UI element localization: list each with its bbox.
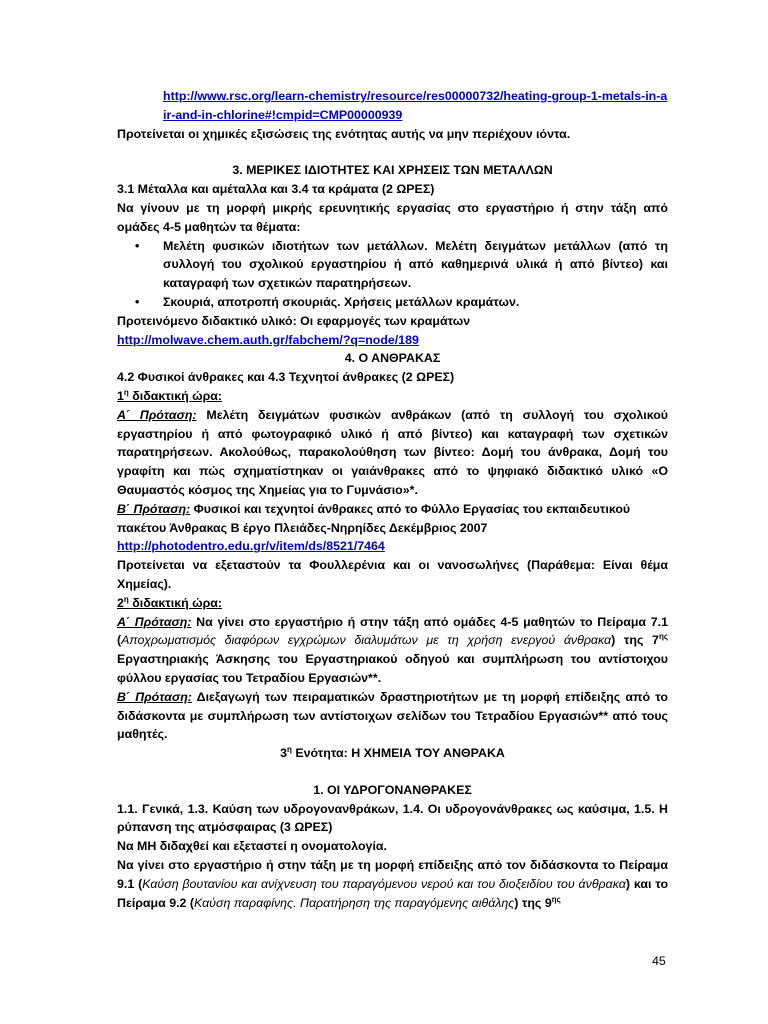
- list-item: [117, 293, 668, 312]
- second-hour-heading: [117, 594, 668, 613]
- hour-number: 2: [117, 595, 124, 610]
- second-hour-proposal-b: [117, 688, 668, 744]
- paragraph-text: Να γίνει στο εργαστήριο ή στην τάξη με τη μορφή επίδειξης από τον διδάσκοντα το Πείραμα 9.1 (: [117, 858, 668, 891]
- unit-3-title: [117, 744, 668, 763]
- proposal-a-label: Α΄ Πρόταση:: [117, 407, 197, 422]
- ordinal-superscript: ης: [658, 632, 668, 642]
- proposal-a-label: Α΄ Πρόταση:: [117, 614, 192, 629]
- section-3-subtitle: 3.1 Μέταλλα και αμέταλλα και 3.4 τα κράματα (2 ΩΡΕΣ): [117, 182, 435, 197]
- section-1-subtitle: 1.1. Γενικά, 1.3. Καύση των υδρογονανθράκων, 1.4. Οι υδρογονάνθρακες ως καύσιμα, 1.5. Η ρύπανση της ατμόσφαιρας (3 ΩΡΕΣ): [117, 801, 668, 835]
- hour-superscript: η: [123, 387, 129, 397]
- fullerenes-note: Προτείνεται να εξεταστούν τα Φουλλερένια και οι νανοσωλήνες (Παράθεμα: Είναι θέμα Χημείας).: [117, 558, 668, 591]
- page-number: 45: [652, 954, 666, 968]
- ordinal-superscript: ης: [551, 894, 561, 904]
- photodentro-link-paragraph: [117, 537, 668, 556]
- hour-heading-text: διδακτική ώρα:: [128, 595, 223, 610]
- list-item-text: Σκουριά, αποτροπή σκουριάς. Χρήσεις μετάλλων κραμάτων.: [163, 294, 520, 309]
- proposal-b-label: Β΄ Πρόταση:: [117, 689, 192, 704]
- section-4-title: 4. Ο ΑΝΘΡΑΚΑΣ: [344, 351, 441, 366]
- list-item: [117, 237, 668, 293]
- proposal-text: Διεξαγωγή των πειραματικών δραστηριοτήτων με τη μορφή επίδειξης από το διδάσκοντα με συμπλήρωση των αντίστοιχων σελίδων του Τετραδίου Εργασιών** από τους μαθητές.: [117, 689, 668, 742]
- section-1-title: 1. ΟΙ ΥΔΡΟΓΟΝΑΝΘΡΑΚΕΣ: [313, 782, 472, 797]
- section-3-intro: Να γίνουν με τη μορφή μικρής ερευνητικής εργασίας στο εργαστήριο ή στην τάξη από ομάδες 4-5 μαθητών τα θέματα:: [117, 200, 668, 234]
- bullet-icon: •: [135, 238, 140, 253]
- unit-number: 3: [280, 746, 288, 761]
- hour-heading-text: διδακτική ώρα:: [128, 388, 223, 403]
- section-3-title: 3. ΜΕΡΙΚΕΣ ΙΔΙΟΤΗΤΕΣ ΚΑΙ ΧΡΗΣΕΙΣ ΤΩΝ ΜΕΤΑΛΛΩΝ: [232, 163, 553, 178]
- nomenclature-note: Να ΜΗ διδαχθεί και εξεταστεί η ονοματολογία.: [117, 839, 387, 854]
- hour-number: 1: [117, 388, 124, 403]
- rsc-link-paragraph: [117, 87, 668, 125]
- list-item-text: Μελέτη φυσικών ιδιοτήτων των μετάλλων. Μελέτη δειγμάτων μετάλλων (από τη συλλογή του σχολικού εργαστηρίου ή από καθημερινά υλικά ή από βίντεο) και καταγραφή των σχετικών παρατηρήσεων.: [163, 238, 668, 291]
- proposal-text: ) της 7: [611, 633, 659, 648]
- unit-superscript: η: [287, 744, 292, 754]
- page-content: [117, 87, 668, 912]
- paragraph-text: ) και το Πείραμα 9.2 (: [117, 876, 669, 910]
- rsc-link[interactable]: http://www.rsc.org/learn-chemistry/resource/res00000732/heating-group-1-metals-in-air-and-in-chlorine#!cmpid=CMP00000939: [163, 89, 668, 122]
- hour-superscript: η: [123, 594, 129, 604]
- section-4-subtitle: 4.2 Φυσικοί άνθρακες και 4.3 Τεχνητοί άνθρακες (2 ΩΡΕΣ): [117, 370, 455, 385]
- experiment-title: Αποχρωματισμός διαφόρων εγχρώμων διαλυμάτων με τη χρήση ενεργού άνθρακα: [121, 633, 612, 648]
- spacer: [117, 763, 668, 781]
- bullet-icon: •: [135, 294, 140, 309]
- photodentro-link[interactable]: http://photodentro.edu.gr/v/item/ds/8521/7464: [117, 539, 385, 554]
- spacer: [117, 143, 668, 161]
- experiments-paragraph: [117, 856, 668, 912]
- first-hour-proposal-b: [117, 500, 668, 538]
- paragraph-text: ) της 9: [514, 895, 552, 910]
- proposal-text: Μελέτη δειγμάτων φυσικών ανθράκων (από τη συλλογή του σχολικού εργαστηρίου ή από φωτογραφικό υλικό ή από βίντεο) και καταγραφή των σχετικών παρατηρήσεων. Ακολούθως, παρακολούθηση των βίντεο: Δομή του άνθρακα, Δομή του γραφίτη και πώς σχηματίστηκαν οι γαιάνθρακες από το ψηφιακό διδακτικό υλικό «Ο Θαυμαστός κόσμος της Χημείας για το Γυμνάσιο»*.: [117, 407, 668, 497]
- proposal-text: Φυσικοί και τεχνητοί άνθρακες από το Φύλλο Εργασίας του εκπαιδευτικού πακέτου Άνθρακας Β έργο Πλειάδες-Νηρηίδες Δεκέμβριος 2007: [117, 501, 631, 535]
- molwave-link[interactable]: http://molwave.chem.auth.gr/fabchem/?q=node/189: [117, 332, 419, 347]
- second-hour-proposal-a: [117, 613, 668, 688]
- molwave-link-paragraph: [117, 331, 668, 350]
- first-hour-heading: [117, 387, 668, 406]
- proposal-text: Να γίνει στο εργαστήριο ή στην τάξη από ομάδες 4-5 μαθητών το Πείραμα 7.1 (: [117, 614, 668, 648]
- first-hour-proposal-a: [117, 406, 668, 500]
- teaching-material-note: Προτεινόμενο διδακτικό υλικό: Οι εφαρμογές των κραμάτων: [117, 313, 471, 328]
- ions-note: Προτείνεται οι χημικές εξισώσεις της ενότητας αυτής να μην περιέχουν ιόντα.: [117, 126, 571, 141]
- unit-title-text: Ενότητα: Η ΧΗΜΕΙΑ ΤΟΥ ΑΝΘΡΑΚΑ: [291, 746, 505, 761]
- proposal-b-label: Β΄ Πρόταση:: [117, 501, 191, 516]
- topics-list: [117, 237, 668, 312]
- experiment-title: Καύση παραφίνης. Παρατήρηση της παραγόμενης αιθάλης: [194, 895, 515, 910]
- experiment-title: Καύση βουτανίου και ανίχνευση του παραγόμενου νερού και του διοξειδίου του άνθρακα: [142, 876, 626, 891]
- proposal-text: Εργαστηριακής Άσκησης του Εργαστηριακού οδηγού και συμπλήρωση του αντίστοιχου φύλλου εργασίας του Τετραδίου Εργασιών**.: [117, 652, 668, 685]
